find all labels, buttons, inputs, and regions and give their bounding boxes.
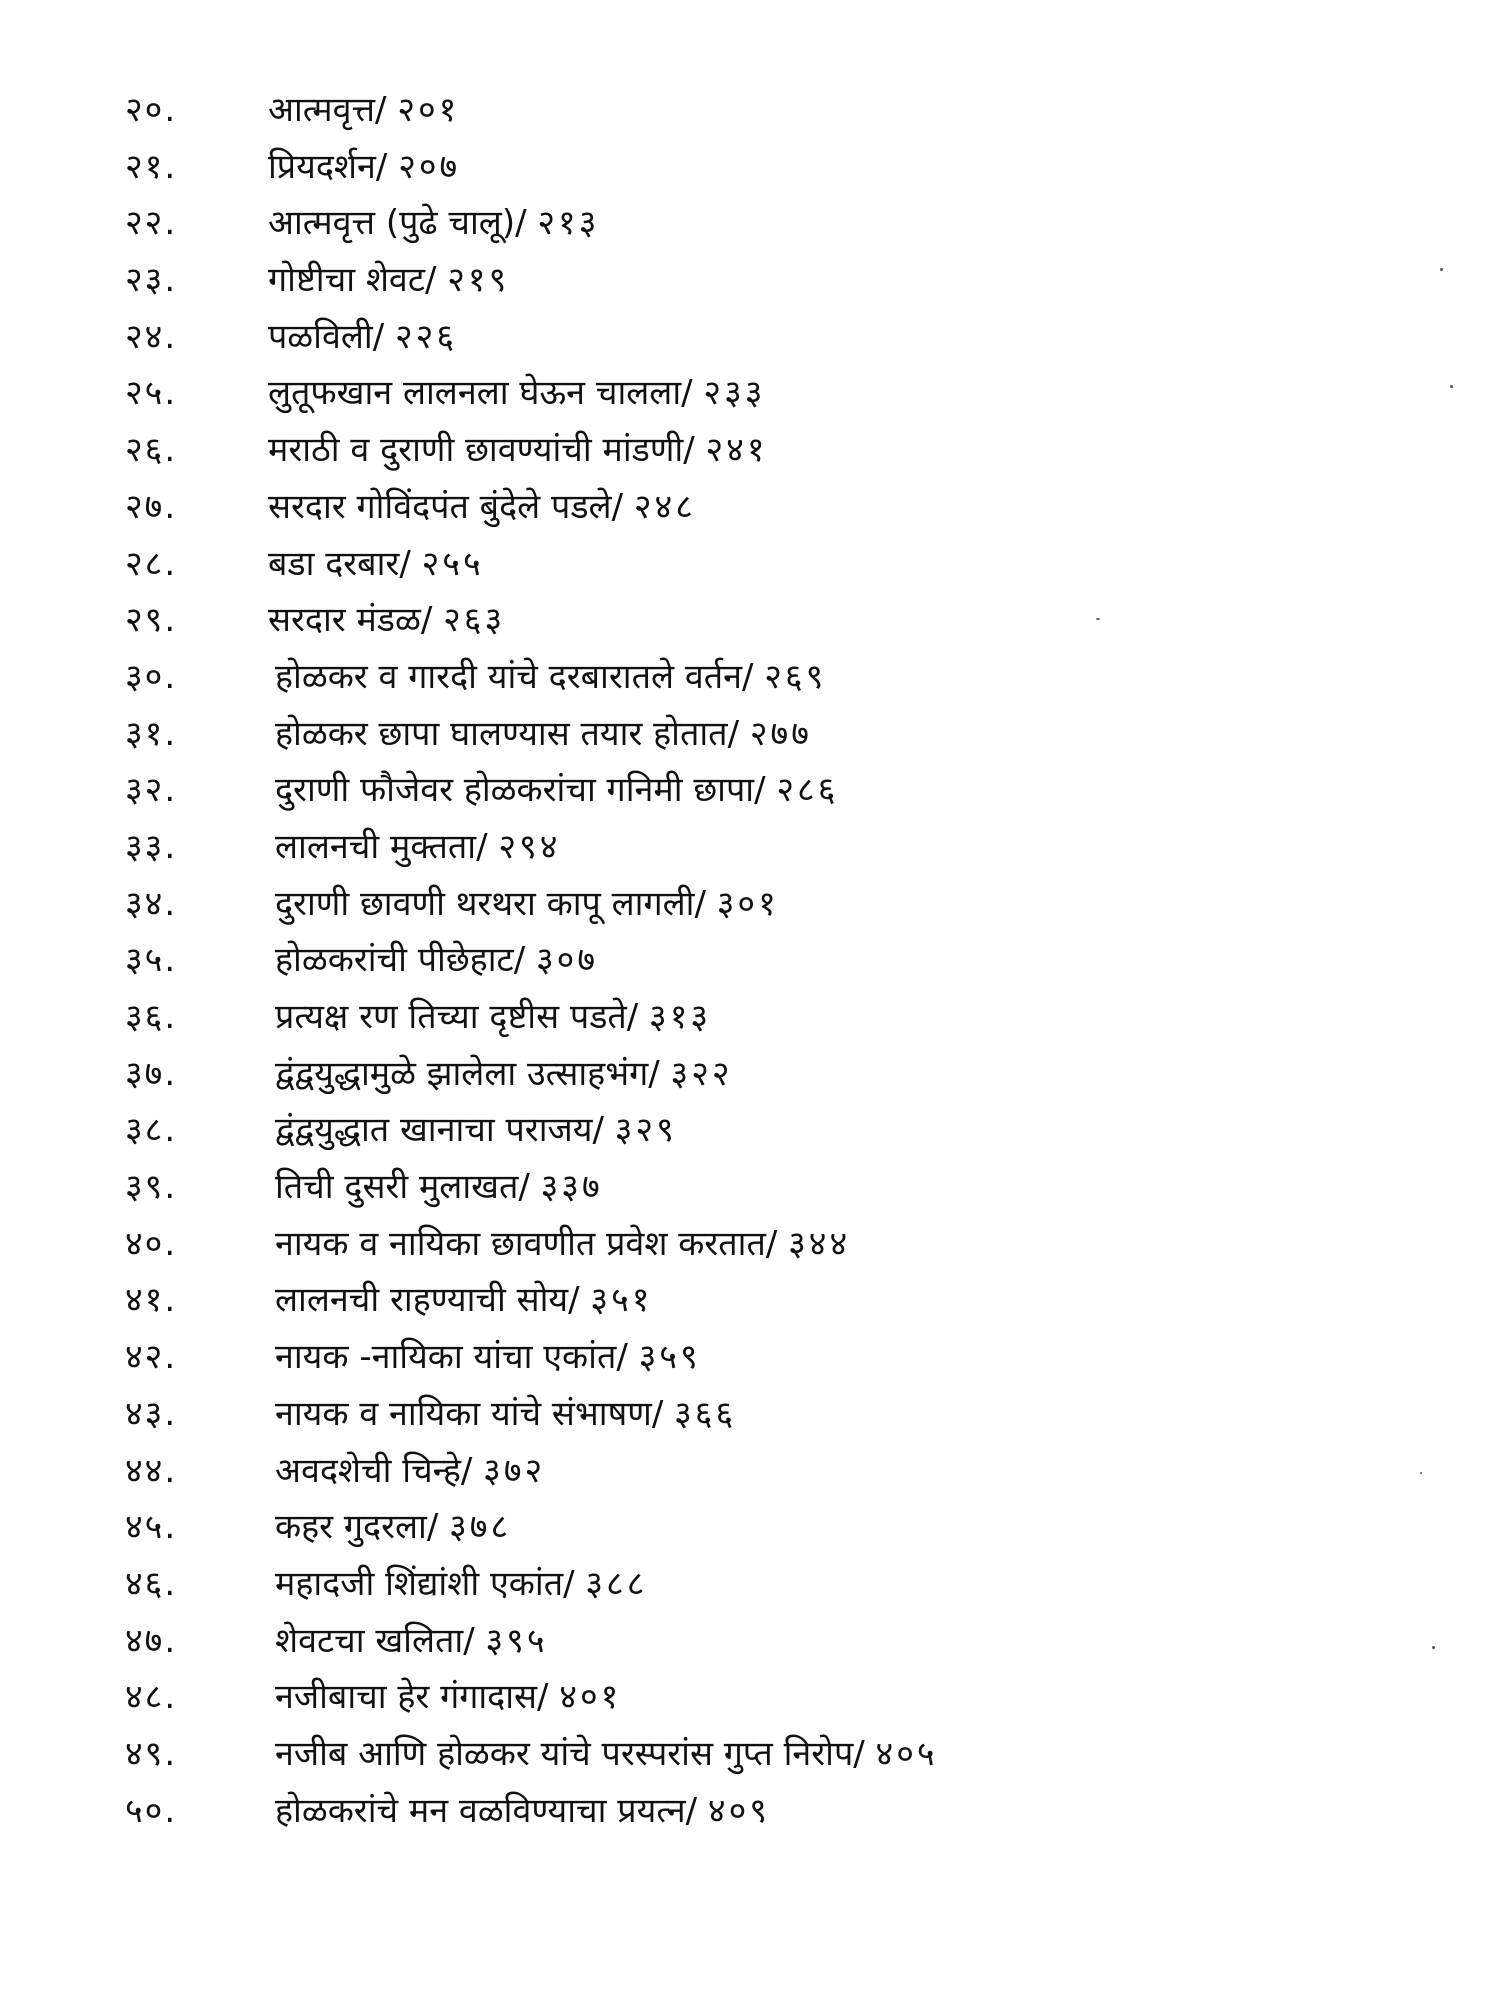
page-separator: /: [853, 1733, 876, 1774]
chapter-title: नजीब आणि होळकर यांचे परस्परांस गुप्त निरोप: [275, 1733, 854, 1774]
chapter-entry: [275, 762, 838, 819]
page-separator: /: [568, 1280, 591, 1321]
chapter-title: द्वंद्वयुद्धामुळे झालेला उत्साहभंग: [275, 1053, 649, 1094]
toc-entry: [0, 536, 1500, 593]
page-separator: /: [616, 1337, 639, 1378]
chapter-number: २६.: [125, 430, 178, 471]
toc-entry: [0, 706, 1500, 763]
chapter-number: २०.: [125, 90, 178, 130]
toc-entry: [0, 82, 1500, 139]
table-of-contents: [0, 82, 1500, 1839]
chapter-entry: [275, 1783, 770, 1840]
page-separator: /: [375, 146, 399, 187]
page-separator: /: [399, 543, 422, 584]
chapter-title: नायक व नायिका छावणीत प्रवेश करतात: [275, 1223, 766, 1264]
scan-speck: [1096, 618, 1100, 620]
page-separator: /: [681, 373, 704, 414]
chapter-title: शेवटचा खलिता: [275, 1620, 464, 1661]
page-number: २३३: [703, 373, 766, 414]
chapter-number: ३३.: [125, 826, 178, 867]
chapter-title: होळकरांची पीछेहाट: [275, 940, 514, 981]
page-number: २६९: [764, 656, 827, 697]
page-number: ३०१: [716, 883, 779, 924]
page-separator: /: [563, 1563, 586, 1604]
chapter-number: ४७.: [125, 1620, 178, 1661]
chapter-title: लालनची मुक्तता: [275, 826, 477, 867]
chapter-title: दुराणी छावणी थरथरा कापू लागली: [275, 883, 695, 924]
chapter-number: ४५.: [125, 1507, 178, 1548]
chapter-entry: [275, 1556, 647, 1613]
chapter-title: नायक -नायिका यांचा एकांत: [275, 1337, 617, 1378]
chapter-number: ४८.: [125, 1677, 178, 1718]
chapter-entry: [275, 1329, 701, 1386]
page-number: ३७८: [449, 1507, 512, 1548]
page-number: ४०५: [875, 1733, 938, 1774]
chapter-entry: [275, 1102, 677, 1159]
page-separator: /: [727, 713, 750, 754]
page-number: ३५१: [590, 1280, 653, 1321]
page-number: २०१: [397, 90, 460, 130]
page-separator: /: [460, 1450, 484, 1491]
chapter-entry: [275, 932, 598, 989]
chapter-title: होळकर व गारदी यांचे दरबारातले वर्तन: [275, 656, 742, 697]
chapter-number: ३४.: [125, 883, 178, 924]
toc-entry: [0, 195, 1500, 252]
page-separator: /: [685, 1790, 708, 1831]
page-number: २९४: [498, 826, 561, 867]
chapter-number: २५.: [125, 373, 178, 414]
chapter-number: २८.: [125, 543, 178, 584]
toc-entry: [0, 762, 1500, 819]
toc-entry: [0, 1216, 1500, 1273]
page-separator: /: [463, 1620, 486, 1661]
chapter-number: २३.: [125, 260, 178, 301]
chapter-title: मराठी व दुराणी छावण्यांची मांडणी: [268, 430, 684, 471]
chapter-number: ३१.: [125, 713, 178, 754]
page-number: ३८८: [585, 1563, 648, 1604]
page-number: २४१: [705, 430, 768, 471]
chapter-title: लुतूफखान लालनला घेऊन चालला: [268, 373, 682, 414]
page-number: २०७: [398, 146, 461, 187]
chapter-entry: [268, 252, 509, 309]
chapter-entry: [275, 1386, 736, 1443]
toc-entry: [0, 365, 1500, 422]
chapter-entry: [275, 1613, 548, 1670]
scan-speck: [1450, 385, 1453, 388]
chapter-number: २४.: [125, 316, 178, 357]
page-number: ३०७: [535, 940, 598, 981]
chapter-title: तिची दुसरी मुलाखत: [275, 1167, 519, 1208]
page-separator: /: [754, 770, 777, 811]
chapter-title: अवदशेची चिन्हे: [275, 1450, 461, 1491]
chapter-number: ४१.: [125, 1280, 178, 1321]
toc-entry: [0, 1726, 1500, 1783]
chapter-title: महादजी शिंद्यांशी एकांत: [275, 1563, 564, 1604]
toc-entry: [0, 422, 1500, 479]
page-number: ३२९: [614, 1110, 677, 1151]
chapter-entry: [275, 1443, 545, 1500]
toc-entry: [0, 819, 1500, 876]
page-separator: /: [648, 1053, 671, 1094]
toc-entry: [0, 592, 1500, 649]
chapter-number: ३८.: [125, 1110, 178, 1151]
chapter-entry: [275, 989, 711, 1046]
chapter-number: ३५.: [125, 940, 178, 981]
page-separator: /: [426, 1507, 450, 1548]
chapter-entry: [275, 1669, 621, 1726]
page-number: २१३: [537, 203, 600, 244]
chapter-number: २१.: [125, 146, 178, 187]
page-number: ३५९: [638, 1337, 701, 1378]
page-number: ३२२: [670, 1053, 733, 1094]
chapter-title: नायक व नायिका यांचे संभाषण: [275, 1393, 652, 1434]
page-number: ३४४: [788, 1223, 851, 1264]
toc-entry: [0, 1499, 1500, 1556]
chapter-title: द्वंद्वयुद्धात खानाचा पराजय: [275, 1110, 593, 1151]
page-separator: /: [424, 260, 448, 301]
chapter-title: आत्मवृत्त: [268, 90, 376, 130]
page-number: ४०१: [559, 1677, 622, 1718]
chapter-entry: [275, 1216, 850, 1273]
page-separator: /: [651, 1393, 675, 1434]
chapter-title: पळविली: [268, 316, 373, 357]
chapter-entry: [268, 479, 696, 536]
page-separator: /: [592, 1110, 615, 1151]
toc-entry: [0, 932, 1500, 989]
chapter-title: होळकर छापा घालण्यास तयार होतात: [275, 713, 728, 754]
page-separator: /: [420, 600, 444, 641]
toc-entry: [0, 876, 1500, 933]
chapter-number: ४६.: [125, 1563, 178, 1604]
chapter-entry: [275, 876, 779, 933]
toc-entry: [0, 479, 1500, 536]
page-separator: /: [611, 486, 634, 527]
chapter-number: ३७.: [125, 1053, 178, 1094]
page-number: २१९: [447, 260, 510, 301]
toc-entry: [0, 1046, 1500, 1103]
chapter-number: ४०.: [125, 1223, 178, 1264]
page-separator: /: [515, 203, 538, 244]
chapter-title: प्रियदर्शन: [268, 146, 376, 187]
chapter-title: नजीबाचा हेर गंगादास: [275, 1677, 538, 1718]
chapter-entry: [275, 649, 826, 706]
chapter-number: ३०.: [125, 656, 178, 697]
chapter-entry: [268, 82, 459, 139]
toc-entry: [0, 1669, 1500, 1726]
page-number: २५५: [421, 543, 484, 584]
toc-entry: [0, 1556, 1500, 1613]
chapter-entry: [275, 1159, 603, 1216]
toc-entry: [0, 1272, 1500, 1329]
toc-entry: [0, 989, 1500, 1046]
chapter-entry: [268, 422, 768, 479]
chapter-number: ४२.: [125, 1337, 178, 1378]
toc-entry: [0, 1783, 1500, 1840]
chapter-entry: [268, 139, 460, 196]
chapter-entry: [275, 1726, 938, 1783]
toc-entry: [0, 1329, 1500, 1386]
page-number: २४८: [633, 486, 696, 527]
page-number: २७७: [749, 713, 812, 754]
chapter-number: ५०.: [125, 1790, 178, 1831]
page-separator: /: [372, 316, 395, 357]
chapter-entry: [275, 706, 812, 763]
chapter-title: गोष्टीचा शेवट: [268, 260, 425, 301]
page-separator: /: [683, 430, 706, 471]
chapter-number: ४३.: [125, 1393, 178, 1434]
page-number: ३६६: [674, 1393, 737, 1434]
page-number: २२६: [395, 316, 458, 357]
chapter-number: ३६.: [125, 997, 178, 1037]
chapter-title: दुराणी फौजेवर होळकरांचा गनिमी छापा: [275, 770, 755, 811]
page-separator: /: [626, 997, 650, 1037]
chapter-entry: [275, 819, 560, 876]
page-number: ३७२: [483, 1450, 546, 1491]
page-separator: /: [375, 90, 398, 130]
page-number: ४०९: [707, 1790, 770, 1831]
toc-entry: [0, 649, 1500, 706]
toc-entry: [0, 1386, 1500, 1443]
page-separator: /: [765, 1223, 789, 1264]
scan-speck: [1420, 1472, 1422, 1474]
chapter-title: सरदार गोविंदपंत बुंदेले पडले: [268, 486, 612, 527]
toc-entry: [0, 309, 1500, 366]
chapter-title: कहर गुदरला: [275, 1507, 427, 1548]
page-number: ३९५: [485, 1620, 548, 1661]
chapter-title: सरदार मंडळ: [268, 600, 421, 641]
page-separator: /: [476, 826, 499, 867]
toc-entry: [0, 139, 1500, 196]
chapter-title: प्रत्यक्ष रण तिच्या दृष्टीस पडते: [275, 997, 627, 1037]
page-number: २८६: [776, 770, 839, 811]
chapter-entry: [275, 1046, 733, 1103]
chapter-title: होळकरांचे मन वळविण्याचा प्रयत्न: [275, 1790, 686, 1831]
toc-entry: [0, 1613, 1500, 1670]
chapter-number: ३२.: [125, 770, 178, 811]
chapter-number: ३९.: [125, 1167, 178, 1208]
scan-speck: [1440, 268, 1443, 271]
chapter-number: ४९.: [125, 1733, 178, 1774]
page-number: ३३७: [540, 1167, 603, 1208]
chapter-entry: [268, 592, 505, 649]
chapter-number: २९.: [125, 600, 178, 641]
page-separator: /: [537, 1677, 560, 1718]
chapter-entry: [268, 195, 599, 252]
chapter-number: २२.: [125, 203, 178, 244]
chapter-title: लालनची राहण्याची सोय: [275, 1280, 569, 1321]
page-separator: /: [518, 1167, 541, 1208]
page-separator: /: [694, 883, 717, 924]
toc-entry: [0, 1159, 1500, 1216]
page-number: ३१३: [649, 997, 712, 1037]
chapter-entry: [268, 309, 457, 366]
toc-entry: [0, 1102, 1500, 1159]
toc-entry: [0, 252, 1500, 309]
page-number: २६३: [443, 600, 506, 641]
chapter-title: बडा दरबार: [268, 543, 400, 584]
chapter-entry: [275, 1499, 511, 1556]
page-separator: /: [513, 940, 536, 981]
toc-entry: [0, 1443, 1500, 1500]
scan-speck: [1432, 1646, 1435, 1649]
chapter-entry: [268, 365, 765, 422]
chapter-title: आत्मवृत्त (पुढे चालू): [268, 203, 516, 244]
chapter-entry: [275, 1272, 652, 1329]
chapter-number: २७.: [125, 486, 178, 527]
chapter-number: ४४.: [125, 1450, 178, 1491]
page-separator: /: [741, 656, 765, 697]
chapter-entry: [268, 536, 484, 593]
